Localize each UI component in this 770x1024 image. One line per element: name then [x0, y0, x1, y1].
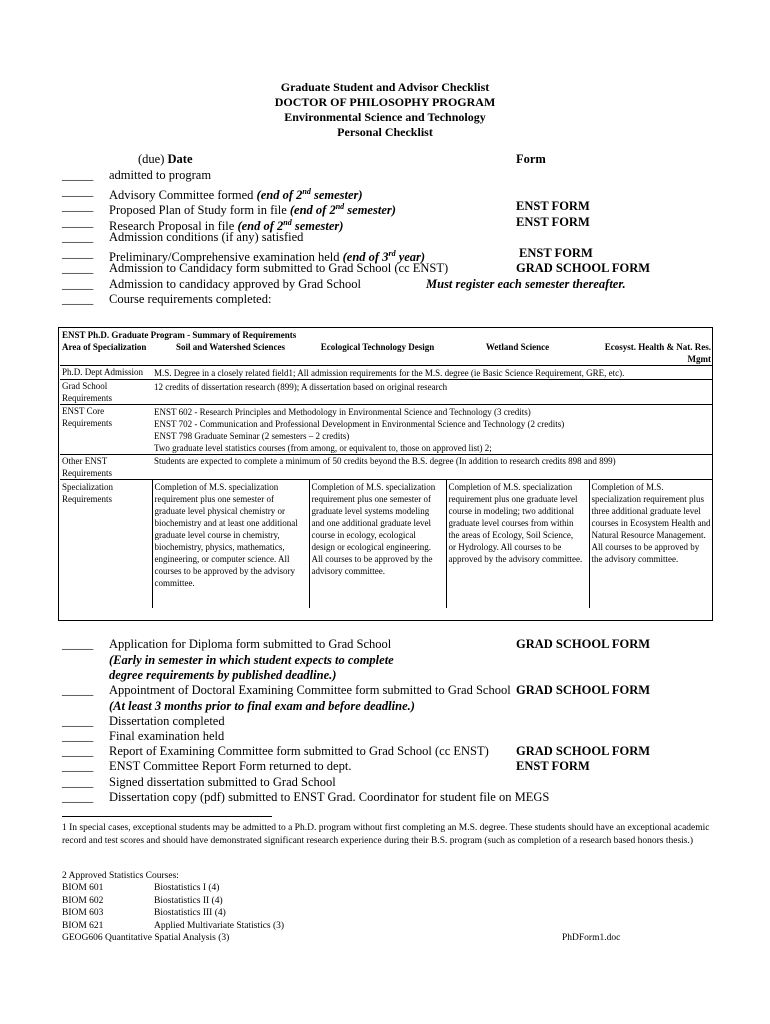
row-label-other: Other ENST Requirements — [62, 456, 112, 478]
blank-line[interactable]: _____ — [62, 683, 94, 697]
blank-line[interactable]: _____ — [62, 744, 94, 758]
checklist-item: ENST Committee Report Form returned to dept. — [109, 759, 352, 773]
blank-line[interactable]: _____ — [62, 261, 94, 275]
must-register-note: Must register each semester thereafter. — [426, 277, 626, 291]
form-label: ENST FORM — [516, 215, 590, 229]
course-code: BIOM 602 — [62, 895, 104, 906]
item-deadline: (end of 2nd semester) — [256, 187, 363, 203]
file-name: PhDForm1.doc — [562, 933, 621, 943]
blank-line[interactable]: _____ — [62, 277, 94, 291]
col-soil: Soil and Watershed Sciences — [175, 342, 286, 352]
item-text: Admission to candidacy approved by Grad School — [109, 277, 362, 291]
doc-title-line2: DOCTOR OF PHILOSOPHY PROGRAM — [274, 95, 496, 109]
blank-line[interactable]: _____ — [62, 790, 94, 804]
footnote-1: 1 In special cases, exceptional students may be admitted to a Ph.D. program without first completing an M.S. degree. These students should have an exceptional academic record and test scores and should have demonstrated significant research experience during their B.S. program (such as completion of a research based honors thesis.) — [62, 823, 710, 846]
course-code: BIOM 621 — [62, 920, 104, 931]
blank-line[interactable]: _____ — [62, 714, 94, 728]
blank-line[interactable]: _____ — [62, 759, 94, 773]
blank-line[interactable]: _____ — [62, 230, 94, 244]
item-deadline: (end of 2nd semester) — [237, 218, 344, 234]
blank-line[interactable]: _____ — [62, 199, 94, 213]
blank-line[interactable]: _____ — [62, 775, 94, 789]
checklist-item: Final examination held — [109, 729, 225, 743]
requirements-table — [60, 329, 713, 608]
row-label-admission: Ph.D. Dept Admission — [62, 367, 144, 377]
course-name: Biostatistics I (4) — [154, 883, 220, 893]
blank-line[interactable]: _____ — [62, 637, 94, 651]
table-title: ENST Ph.D. Graduate Program - Summary of Requirements — [62, 330, 297, 340]
item-deadline: (end of 3rd year) — [342, 249, 426, 265]
checklist-item: Appointment of Doctoral Examining Committee form submitted to Grad School — [109, 683, 511, 697]
item-text: Research Proposal in file — [109, 219, 238, 234]
item-text: Preliminary/Comprehensive examination held — [109, 250, 343, 265]
col-ecohealth: Ecosyst. Health & Nat. Res. Mgmt — [604, 342, 711, 364]
form-label: ENST FORM — [516, 759, 590, 773]
footnote-2-title: 2 Approved Statistics Courses: — [62, 871, 179, 881]
row-text-core — [152, 405, 713, 455]
row-label-gradschool: Grad School Requirements — [62, 381, 112, 403]
blank-line[interactable]: _____ — [62, 215, 94, 229]
doc-title-line4: Personal Checklist — [337, 125, 433, 139]
item-text: Admission conditions (if any) satisfied — [109, 230, 304, 244]
item-deadline: (end of 2nd semester) — [289, 202, 396, 218]
deadline-note: (Early in semester in which student expects to complete — [109, 653, 394, 667]
checklist-item: Signed dissertation submitted to Grad School — [109, 775, 336, 789]
col-wetland: Wetland Science — [485, 342, 550, 352]
form-label: ENST FORM — [516, 199, 590, 213]
checklist-item — [109, 277, 361, 292]
item-text: Proposed Plan of Study form in file — [109, 203, 290, 218]
blank-line[interactable]: _____ — [62, 729, 94, 743]
row-text-admission: M.S. Degree in a closely related field1; All admission requirements for the M.S. degree (ie Basic Science Requirement, GRE, etc). — [154, 368, 625, 378]
item-text: admitted to program — [109, 168, 212, 182]
spec-ecohealth: Completion of M.S. specialization requirement plus three additional graduate level courses in Ecosystem Health and Natural Resource Management. All courses to be approved by the advisory committee. — [589, 480, 713, 609]
col-area: Area of Specialization — [62, 342, 147, 352]
spec-ecotech: Completion of M.S. specialization requirement plus one semester of graduate level systems modeling and one additional graduate level course in ecology, ecological design or ecological engineering. All courses to be approved by the advisory committee. — [309, 480, 446, 609]
core-line: ENST 798 Graduate Seminar (2 semesters – 2 credits) — [154, 431, 350, 441]
checklist-item — [109, 168, 211, 183]
form-label: GRAD SCHOOL FORM — [516, 261, 651, 275]
blank-line[interactable]: _____ — [62, 246, 94, 260]
deadline-note: (At least 3 months prior to final exam and before deadline.) — [109, 699, 415, 713]
form-label: GRAD SCHOOL FORM — [516, 683, 651, 697]
course-code: BIOM 603 — [62, 908, 104, 918]
core-line: ENST 602 - Research Principles and Methodology in Environmental Science and Technology (3 credits) — [154, 407, 531, 417]
deadline-note: degree requirements by published deadline.) — [109, 668, 337, 682]
checklist-item — [109, 261, 448, 276]
row-label-specialization: Specialization Requirements — [62, 482, 113, 504]
course-name: Biostatistics II (4) — [154, 895, 223, 906]
footnote-2-last: GEOG606 Quantitative Spatial Analysis (3) — [62, 933, 230, 943]
core-line: Two graduate level statistics courses (from among, or equivalent to, those on approved list) 2; — [154, 443, 492, 453]
form-label: GRAD SCHOOL FORM — [516, 744, 651, 758]
item-text: Course requirements completed: — [109, 292, 272, 306]
doc-title-line3: Environmental Science and Technology — [284, 110, 486, 124]
row-label-core: ENST Core Requirements — [62, 406, 112, 428]
blank-line[interactable]: _____ — [62, 292, 94, 306]
course-code: BIOM 601 — [62, 883, 104, 893]
course-name: Applied Multivariate Statistics (3) — [154, 920, 285, 931]
checklist-item — [109, 230, 303, 245]
checklist-item: Application for Diploma form submitted to Grad School — [109, 637, 392, 651]
form-label: ENST FORM — [519, 246, 593, 260]
checklist-item: Dissertation copy (pdf) submitted to ENST Grad. Coordinator for student file on MEGS — [109, 790, 550, 804]
row-text-other: Students are expected to complete a minimum of 50 credits beyond the B.S. degree (In addition to research credits 898 and 899) — [154, 456, 616, 466]
spec-wetland: Completion of M.S. specialization requirement plus one graduate level course in modeling; two additional graduate level courses from within the areas of Ecology, Soil Science, or Hydrology. All courses to be approved by the advisory committee. — [446, 480, 589, 609]
course-name: Biostatistics III (4) — [154, 908, 226, 918]
doc-title-line1: Graduate Student and Advisor Checklist — [280, 80, 490, 94]
form-column-header: Form — [516, 152, 546, 166]
item-text: Advisory Committee formed — [109, 188, 257, 203]
checklist-item — [109, 292, 271, 307]
item-text: Admission to Candidacy form submitted to Grad School (cc ENST) — [109, 261, 449, 275]
checklist-item: Dissertation completed — [109, 714, 225, 728]
footnote-rule — [62, 816, 272, 817]
form-label: GRAD SCHOOL FORM — [516, 637, 651, 651]
checklist-item: Report of Examining Committee form submitted to Grad School (cc ENST) — [109, 744, 489, 758]
spec-soil: Completion of M.S. specialization requirement plus one semester of graduate level physical chemistry or biochemistry and at least one additional graduate level course in chemistry, biochemistry, physics, mathematics, engineering, or computer science. All courses to be approved by the advisory committee. — [152, 480, 309, 609]
blank-line[interactable]: _____ — [62, 184, 94, 198]
date-column-header: (due) Date — [138, 152, 193, 166]
blank-line[interactable]: _____ — [62, 168, 94, 182]
col-ecotech: Ecological Technology Design — [320, 342, 435, 352]
row-text-gradschool: 12 credits of dissertation research (899); A dissertation based on original research — [154, 382, 448, 392]
core-line: ENST 702 - Communication and Professional Development in Environmental Science and Technology (2 credits) — [154, 419, 565, 429]
